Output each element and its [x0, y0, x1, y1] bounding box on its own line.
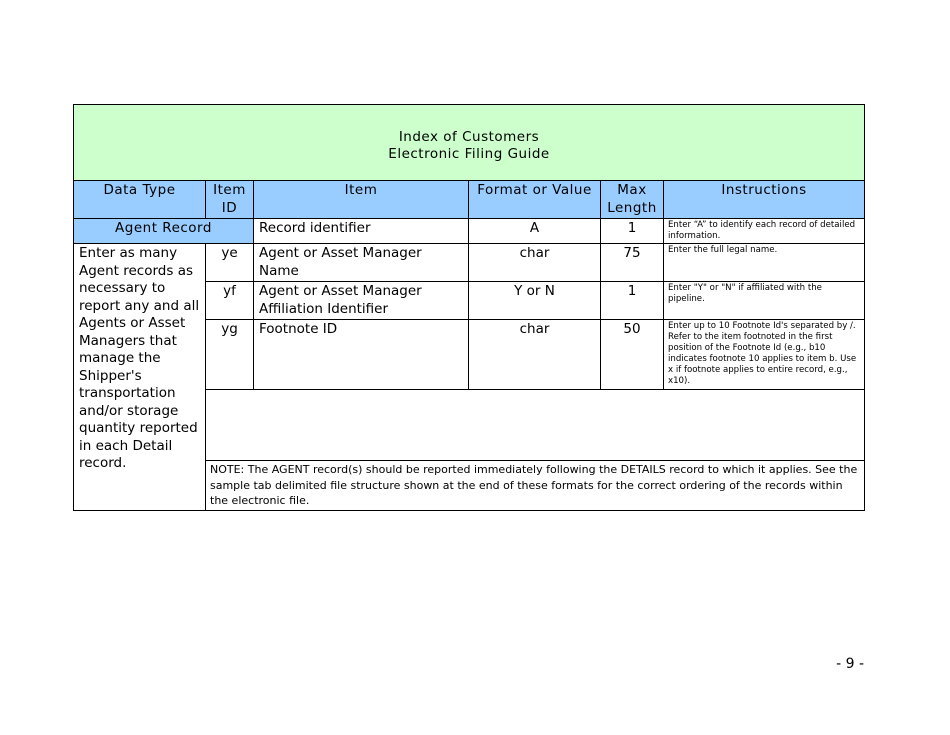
title-line-1: Index of Customers: [398, 129, 540, 145]
cell-length: 1: [601, 219, 664, 244]
table-row: [74, 244, 865, 282]
header-item-id: Item ID: [206, 181, 254, 219]
blank-cell: [206, 390, 865, 461]
header-instructions: Instructions: [664, 181, 865, 219]
filing-guide-table: [73, 104, 865, 511]
cell-id: ye: [206, 244, 254, 282]
description-cell: Enter as many Agent records as necessary to report any and all Agents or Asset Managers that manage the Shipper's transportation and/or storage quantity reported in each Detail record.: [74, 244, 206, 511]
cell-instructions: Enter "Y" or "N" if affiliated with the pipeline.: [664, 282, 865, 320]
header-max-length: Max Length: [601, 181, 664, 219]
header-data-type: Data Type: [74, 181, 206, 219]
cell-instructions: Enter up to 10 Footnote Id's separated by /. Refer to the item footnoted in the first position of the Footnote Id (e.g., b10 indicates footnote 10 applies to item b. Use x if footnote applies to entire record, e.g., x10).: [664, 320, 865, 390]
cell-id: yf: [206, 282, 254, 320]
cell-id: yg: [206, 320, 254, 390]
table-row: [74, 219, 865, 244]
note-cell: NOTE: The AGENT record(s) should be reported immediately following the DETAILS record to which it applies. See the sample tab delimited file structure shown at the end of these formats for the correct ordering of the records within the electronic file.: [206, 461, 865, 511]
agent-record-label: Agent Record: [74, 219, 254, 244]
cell-format: char: [469, 244, 601, 282]
title-line-2: Electronic Filing Guide: [388, 146, 550, 162]
cell-format: char: [469, 320, 601, 390]
cell-format: Y or N: [469, 282, 601, 320]
page-number: - 9 -: [836, 656, 864, 672]
cell-item: Agent or Asset Manager Name: [254, 244, 469, 282]
header-format: Format or Value: [469, 181, 601, 219]
cell-instructions: Enter “A” to identify each record of detailed information.: [664, 219, 865, 244]
cell-length: 1: [601, 282, 664, 320]
cell-instructions: Enter the full legal name.: [664, 244, 865, 282]
header-item: Item: [254, 181, 469, 219]
cell-item: Record identifier: [254, 219, 469, 244]
cell-item: Agent or Asset Manager Affiliation Identifier: [254, 282, 469, 320]
cell-length: 75: [601, 244, 664, 282]
cell-format: A: [469, 219, 601, 244]
cell-length: 50: [601, 320, 664, 390]
cell-item: Footnote ID: [254, 320, 469, 390]
table-title: [74, 105, 865, 181]
